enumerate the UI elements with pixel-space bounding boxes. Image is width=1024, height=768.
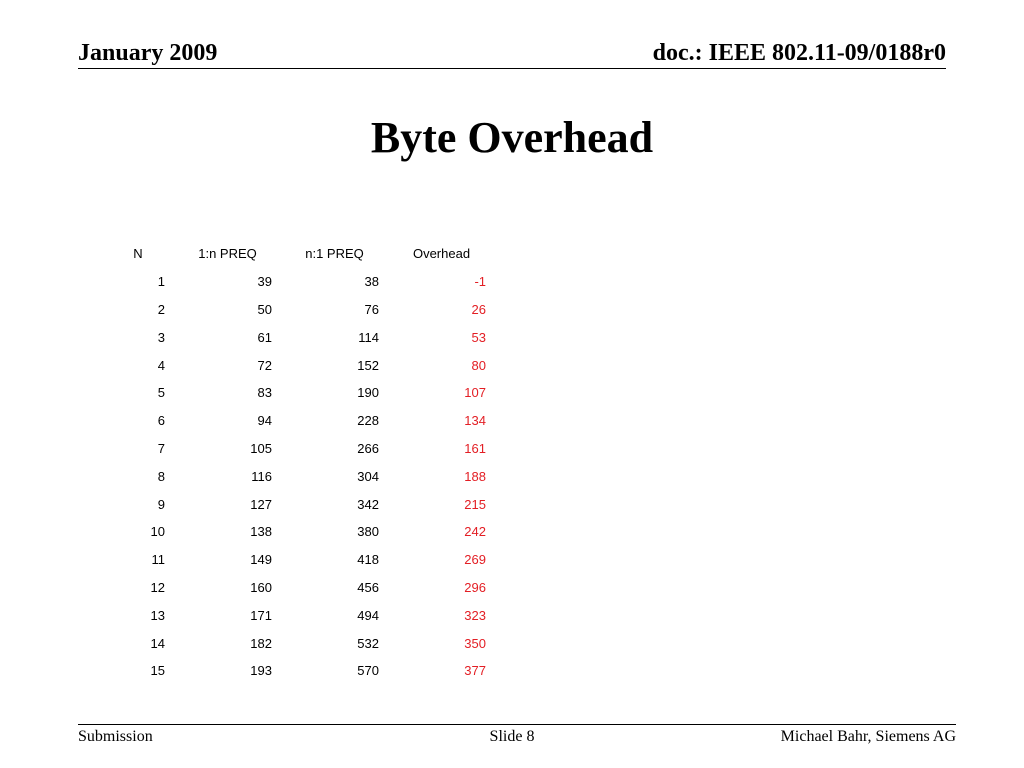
header-doc-id: doc.: IEEE 802.11-09/0188r0 [652,40,946,66]
cell-n1-preq: 532 [357,635,379,651]
cell-overhead: 296 [464,579,486,595]
cell-1n-preq: 94 [257,413,272,429]
table-row [102,629,495,657]
column-header-n: N [133,246,143,262]
cell-n1-preq: 152 [357,357,379,373]
cell-n: 7 [157,440,165,456]
table-row [102,351,495,379]
cell-n: 1 [157,274,165,290]
cell-1n-preq: 105 [250,440,272,456]
footer-author: Michael Bahr, Siemens AG [780,728,956,745]
table-row [102,268,495,296]
cell-1n-preq: 50 [257,301,272,317]
table-row [102,296,495,324]
cell-n: 13 [150,607,165,623]
table-row [102,379,495,407]
cell-1n-preq: 61 [257,329,272,345]
cell-overhead: 269 [464,552,486,568]
cell-n: 15 [150,663,165,679]
cell-1n-preq: 182 [250,635,272,651]
cell-n: 3 [157,329,165,345]
overhead-table [102,240,495,685]
cell-overhead: 26 [471,301,486,317]
cell-overhead: 323 [464,607,486,623]
cell-n: 12 [150,579,165,595]
cell-1n-preq: 160 [250,579,272,595]
cell-n1-preq: 456 [357,579,379,595]
cell-n: 8 [157,468,165,484]
cell-n: 14 [150,635,165,651]
header-date: January 2009 [78,40,218,66]
cell-overhead: 161 [464,440,486,456]
cell-1n-preq: 171 [250,607,272,623]
cell-n: 6 [157,413,165,429]
cell-1n-preq: 72 [257,357,272,373]
column-header-1n-preq: 1:n PREQ [198,246,257,262]
cell-n1-preq: 342 [357,496,379,512]
column-header-n1-preq: n:1 PREQ [305,246,364,262]
cell-n: 9 [157,496,165,512]
cell-overhead: 215 [464,496,486,512]
header-divider [78,68,946,69]
table-row [102,657,495,685]
cell-overhead: 188 [464,468,486,484]
table-row [102,435,495,463]
cell-overhead: 53 [471,329,486,345]
cell-1n-preq: 138 [250,524,272,540]
cell-n1-preq: 190 [357,385,379,401]
cell-n1-preq: 114 [358,329,379,345]
footer-submission: Submission [78,728,153,745]
table-header-row [102,240,495,268]
table-row [102,601,495,629]
cell-1n-preq: 193 [250,663,272,679]
cell-1n-preq: 116 [251,468,272,484]
footer-slide-number: Slide 8 [489,728,535,745]
cell-n1-preq: 570 [357,663,379,679]
table-row [102,574,495,602]
table-row [102,518,495,546]
table-row [102,546,495,574]
cell-1n-preq: 127 [250,496,272,512]
cell-n: 2 [157,301,165,317]
cell-n: 4 [157,357,165,373]
table-row [102,323,495,351]
cell-n1-preq: 228 [357,413,379,429]
cell-n1-preq: 418 [357,552,379,568]
table-row [102,407,495,435]
slide-title: Byte Overhead [370,113,654,162]
cell-n1-preq: 380 [357,524,379,540]
cell-n1-preq: 494 [357,607,379,623]
cell-overhead: 134 [464,413,486,429]
cell-overhead: -1 [474,274,486,290]
cell-1n-preq: 149 [250,552,272,568]
table-row [102,490,495,518]
cell-n1-preq: 304 [357,468,379,484]
cell-overhead: 377 [464,663,486,679]
cell-overhead: 350 [464,635,486,651]
cell-n1-preq: 76 [364,301,379,317]
cell-n1-preq: 266 [357,440,379,456]
cell-n: 10 [150,524,165,540]
column-header-overhead: Overhead [412,246,471,262]
cell-overhead: 242 [464,524,486,540]
cell-overhead: 107 [464,385,486,401]
table-row [102,462,495,490]
cell-n: 11 [151,552,165,568]
cell-1n-preq: 39 [257,274,272,290]
cell-n1-preq: 38 [364,274,379,290]
cell-overhead: 80 [471,357,486,373]
cell-1n-preq: 83 [257,385,272,401]
cell-n: 5 [157,385,165,401]
footer-divider [78,724,956,725]
